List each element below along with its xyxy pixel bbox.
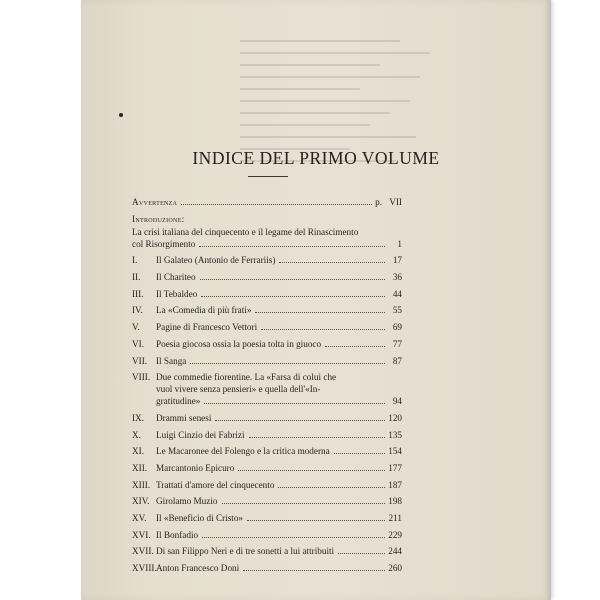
leader-dots: [190, 363, 385, 364]
avvertenza-label: Avvertenza: [132, 197, 178, 207]
page-number: 198: [388, 496, 402, 507]
leader-dots: [222, 503, 386, 504]
toc-entry: [132, 562, 402, 574]
toc-entry: [132, 445, 402, 457]
page-number: 177: [388, 462, 402, 473]
leader-dots: [261, 329, 385, 330]
chapter-title: Il «Beneficio di Cristo»: [156, 513, 244, 523]
chapter-number: IX.: [132, 412, 144, 423]
page-number: 36: [392, 272, 402, 283]
page-number: 135: [388, 429, 402, 440]
leader-dots: [278, 487, 385, 488]
page-number: 44: [392, 288, 402, 299]
chapter-title: Poesia giocosa ossia la poesia tolta in giuoco: [156, 338, 322, 349]
toc-entry: [132, 288, 402, 300]
chapter-title: Anton Francesco Doni: [156, 563, 240, 574]
toc-entry-multiline: [132, 371, 402, 383]
page-number: 77: [392, 338, 402, 349]
page-number: 244: [388, 546, 402, 557]
chapter-title: Drammi senesi: [156, 412, 212, 423]
ink-dot: [119, 113, 123, 117]
chapter-title: Le Macaronee del Folengo e la critica moderna: [156, 446, 330, 457]
toc-entry: [132, 529, 402, 541]
leader-dots: [249, 437, 385, 438]
toc-entry: [132, 412, 402, 424]
page-number: 260: [388, 563, 402, 574]
chapter-number: XV.: [132, 513, 147, 523]
page-title: INDICE DEL PRIMO VOLUME: [192, 148, 440, 168]
chapter-title: Marcantonio Epicuro: [156, 462, 235, 473]
chapter-title: Il Sanga: [156, 355, 187, 366]
chapter-title: Il Tebaldeo: [156, 288, 198, 299]
toc-entry: [132, 512, 402, 524]
chapter-number: XVI.: [132, 529, 151, 540]
chapter-number: XII.: [132, 462, 148, 473]
toc-entry: [132, 462, 402, 474]
page-number: 55: [392, 305, 402, 316]
leader-dots: [243, 570, 385, 571]
chapter-title: Il Galateo (Antonio de Ferrariis): [156, 255, 276, 266]
page-number: 187: [388, 479, 402, 490]
toc-entry: [132, 395, 402, 407]
chapter-title: Luigi Cinzio dei Fabrizi: [156, 429, 245, 440]
chapter-number: XVIII.: [132, 563, 157, 574]
toc-entry: [132, 545, 402, 557]
chapter-number: VII.: [132, 355, 148, 366]
chapter-number: VIII.: [132, 372, 151, 383]
chapter-number: XIII.: [132, 479, 151, 490]
intro-entry-title: col Risorgimento: [132, 238, 196, 249]
page-number: 1: [397, 238, 402, 249]
toc-entry: [132, 479, 402, 491]
page-prefix: p.: [375, 197, 382, 207]
leader-dots: [204, 403, 385, 404]
chapter-number: IV.: [132, 305, 143, 316]
chapter-title: Il Chariteo: [156, 272, 196, 283]
leader-dots: [334, 453, 385, 454]
page-number: 229: [388, 529, 402, 540]
table-of-contents: [132, 196, 402, 579]
chapter-number: II.: [132, 272, 141, 283]
page-number: VII: [389, 197, 402, 207]
chapter-number: XI.: [132, 446, 144, 457]
leader-dots: [200, 279, 385, 280]
chapter-title: La «Comedia di più frati»: [156, 305, 252, 316]
toc-entry: [132, 338, 402, 350]
toc-entry: [132, 304, 402, 316]
toc-entry: [132, 429, 402, 441]
chapter-title: Di san Filippo Neri e di tre sonetti a lui attribuiti: [156, 546, 335, 557]
title-divider: [248, 176, 288, 177]
leader-dots: [202, 537, 385, 538]
chapter-number: V.: [132, 322, 140, 333]
chapter-number: III.: [132, 288, 144, 299]
leader-dots: [338, 553, 385, 554]
page-number: 17: [392, 255, 402, 266]
leader-dots: [238, 470, 385, 471]
page-number: 154: [388, 446, 402, 457]
toc-avvertenza: [132, 196, 402, 208]
leader-dots: [181, 204, 372, 205]
page-number: 69: [392, 322, 402, 333]
chapter-number: VI.: [132, 338, 144, 349]
leader-dots: [201, 296, 385, 297]
chapter-number: XVII.: [132, 546, 154, 557]
leader-dots: [279, 262, 385, 263]
chapter-number: XIV.: [132, 496, 150, 507]
chapter-title: Girolamo Muzio: [156, 496, 218, 507]
chapter-number: I.: [132, 255, 138, 266]
page-number: 120: [388, 412, 402, 423]
page-number: 87: [392, 355, 402, 366]
leader-dots: [215, 420, 385, 421]
leader-dots: [247, 520, 385, 521]
leader-dots: [199, 246, 385, 247]
toc-entry: [132, 254, 402, 266]
intro-entry-line: La crisi italiana del cinquecento e il legame del Rinascimento: [132, 226, 359, 237]
chapter-title-line: vuol vivere senza pensieri» e quella dell'«In-: [156, 384, 321, 395]
leader-dots: [325, 346, 385, 347]
intro-entry: [132, 238, 402, 250]
chapter-title: Pagine di Francesco Vettori: [156, 322, 258, 333]
chapter-title: Trattati d'amore del cinquecento: [156, 479, 275, 490]
toc-entry: [132, 321, 402, 333]
chapter-title-line: Due commedie fiorentine. La «Farsa di colui che: [156, 372, 337, 383]
toc-entry: [132, 495, 402, 507]
page-number: 211: [388, 513, 402, 523]
toc-entry: [132, 271, 402, 283]
introduzione-heading: Introduzione:: [132, 213, 185, 224]
leader-dots: [255, 312, 385, 313]
toc-entry: [132, 355, 402, 367]
chapter-title: Il Bonfadio: [156, 529, 199, 540]
chapter-title-line: gratitudine»: [156, 396, 201, 407]
chapter-number: X.: [132, 429, 141, 440]
page-number: 94: [392, 396, 402, 407]
